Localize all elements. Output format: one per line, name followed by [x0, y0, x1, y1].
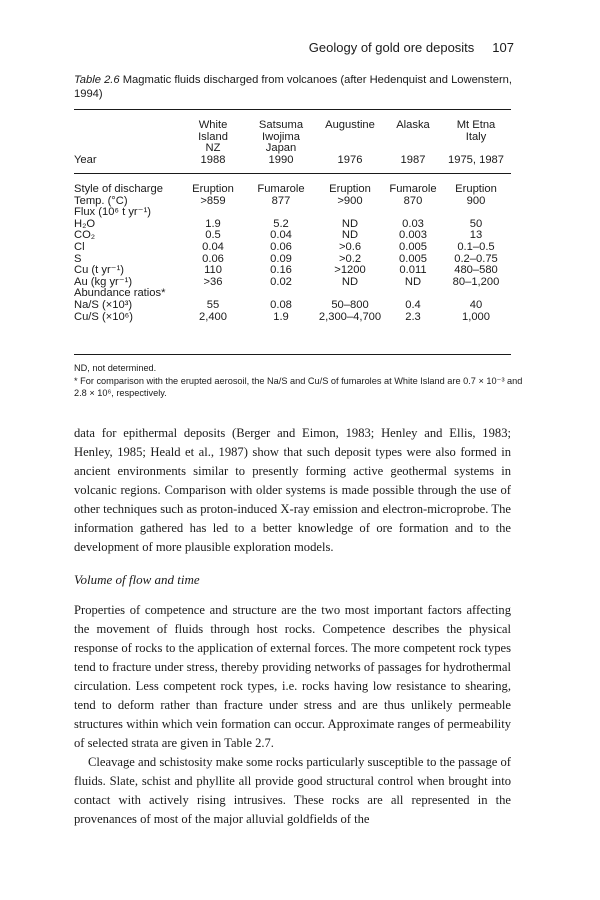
table-cell: Eruption — [192, 183, 234, 195]
table-cell: >36 — [203, 275, 223, 288]
table-row — [74, 312, 511, 324]
table-row — [74, 230, 511, 242]
col-header: Satsuma — [258, 119, 304, 131]
col-header: Japan — [265, 142, 297, 155]
col-year: 1988 — [200, 153, 226, 166]
table-cell: Eruption — [329, 183, 371, 195]
table-cell: 0.06 — [270, 240, 292, 253]
col-header: Island — [198, 130, 228, 143]
paragraph-3: Cleavage and schistosity make some rocks particularly susceptible to the passage of fluids. Slate, schist and phyllite all provide good structural control when brought into contact with actively rising intrusives. These rocks are all represented in the provenances of most of the major alluvial goldfields of the — [74, 755, 511, 826]
table-cell: ND — [404, 275, 422, 288]
table-cell: ND — [341, 217, 359, 230]
table-row — [74, 300, 511, 312]
table-cell: 0.02 — [270, 275, 292, 288]
row-label: S — [74, 252, 82, 265]
table-cell: 0.1–0.5 — [457, 240, 495, 253]
col-header: Iwojima — [262, 130, 300, 143]
table-label: Table 2.6 — [74, 74, 120, 86]
table-body — [74, 184, 511, 323]
row-label: Abundance ratios* — [74, 287, 166, 300]
col-year: 1975, 1987 — [448, 153, 504, 166]
table-cell: Eruption — [455, 183, 497, 195]
note-star: * For comparison with the erupted aerosoil, the Na/S and Cu/S of fumaroles at White Island are 0.7 × 10⁻³ and 2.8 × 10⁶, respectively. — [74, 375, 523, 398]
row-label: Flux (10⁶ t yr⁻¹) — [74, 206, 152, 219]
table-cell: >0.2 — [338, 252, 362, 265]
page-number: 107 — [492, 40, 514, 55]
col-header — [385, 132, 441, 144]
table-cell: 50 — [469, 217, 483, 230]
col-header: NZ — [205, 142, 221, 155]
table-cell: 1.9 — [205, 217, 221, 230]
paragraph-2: Properties of competence and structure are the two most important factors affecting the movement of fluids through host rocks. Competence describes the physical response of rocks to the application of external forces. The more competent rock types tend to fracture under stress, thereby providing networks of passages for hydrothermal circulation. Less competent rock types, i.e. rocks having low resistance to shearing, tend to deform rather than fracture under stress and are thus unlikely permeable structures within which vein formation can occur. Approximate ranges of permeability of selected strata are given in Table 2.7. — [74, 603, 511, 750]
table-cell: 50–800 — [331, 298, 369, 311]
table-cell: 0.09 — [270, 252, 292, 265]
table-cell: 0.06 — [202, 252, 224, 265]
table-bottom-rule — [74, 354, 511, 355]
table-title: Magmatic fluids discharged from volcanoes (after Hedenquist and Lowenstern, 1994) — [74, 74, 513, 100]
table-cell: Fumarole — [389, 183, 437, 195]
table-cell: 0.005 — [399, 240, 427, 253]
table-cell: 110 — [204, 264, 222, 277]
table-cell: 2,400 — [199, 310, 227, 323]
col-header: White — [198, 119, 228, 131]
year-label: Year — [74, 153, 97, 166]
table-cell: 2,300–4,700 — [318, 310, 382, 323]
table-cell: 2.3 — [405, 310, 421, 323]
paragraph-1: data for epithermal deposits (Berger and Eimon, 1983; Henley and Ellis, 1983; Henley, 1985; Heald et al., 1987) show that such deposit types were also formed in ancient environments similar to presently forming active geothermal systems in volcanic regions. Comparison with older systems is made possible through the use of other techniques such as proton-induced X-ray emission and electron-microprobe. The information gathered has led to a better knowledge of ore formation and to the development of more plausible exploration models. — [74, 426, 511, 554]
table-cell: >859 — [200, 194, 226, 207]
table-cell: 480–580 — [454, 264, 498, 277]
table-row — [74, 242, 511, 254]
table-cell: 0.04 — [202, 240, 224, 253]
col-header: Mt Etna — [456, 119, 496, 131]
table-cell: ND — [341, 275, 359, 288]
table-header-rule — [74, 173, 511, 174]
table-cell: 900 — [466, 194, 486, 207]
col-header — [315, 132, 385, 144]
row-label: CO₂ — [74, 229, 96, 242]
table-top-rule — [74, 109, 511, 110]
table-cell: 0.16 — [270, 264, 292, 277]
table-cell: 870 — [403, 194, 423, 207]
row-label: Cu (t yr⁻¹) — [74, 264, 125, 277]
running-head-title: Geology of gold ore deposits — [308, 40, 475, 55]
row-label: H₂O — [74, 217, 96, 230]
table-cell: 0.011 — [399, 264, 427, 277]
running-head — [309, 40, 514, 55]
body-text-bottom — [74, 601, 511, 829]
table-row — [74, 184, 511, 196]
col-header: Alaska — [396, 119, 430, 131]
table-cell: 80–1,200 — [452, 275, 500, 288]
table-cell: >0.6 — [338, 240, 362, 253]
note-nd: ND, not determined. — [74, 363, 157, 373]
table-cell: 0.4 — [405, 298, 421, 311]
table-cell: Fumarole — [257, 183, 305, 195]
table-row — [74, 254, 511, 266]
table-cell: 0.5 — [205, 229, 221, 242]
table-cell: 40 — [469, 298, 483, 311]
table-notes — [74, 362, 534, 400]
table-cell: 55 — [206, 298, 220, 311]
table-cell: 0.03 — [402, 217, 424, 230]
table-cell: >900 — [337, 194, 363, 207]
table-cell: 0.08 — [270, 298, 292, 311]
col-header: Italy — [465, 130, 487, 143]
row-label: Cu/S (×10⁶) — [74, 310, 134, 323]
table-cell: 1.9 — [273, 310, 289, 323]
table-cell: 0.04 — [270, 229, 292, 242]
col-year: 1987 — [400, 153, 426, 166]
row-label: Style of discharge — [74, 183, 163, 195]
table-cell: 877 — [271, 194, 291, 207]
table-cell: 5.2 — [273, 217, 289, 230]
row-label: Na/S (×10³) — [74, 298, 133, 311]
table-header — [74, 120, 511, 166]
table-cell: 1,000 — [462, 310, 490, 323]
table-cell: >1200 — [334, 264, 366, 277]
table-row — [74, 207, 511, 219]
table-row — [74, 288, 511, 300]
table-caption — [74, 73, 534, 101]
col-header: Augustine — [325, 119, 375, 131]
row-label: Au (kg yr⁻¹) — [74, 275, 133, 288]
section-heading: Volume of flow and time — [74, 572, 200, 587]
table-cell: 0.2–0.75 — [454, 252, 498, 265]
table-cell: 0.005 — [399, 252, 427, 265]
table-cell: 13 — [469, 229, 483, 242]
table-cell: 0.003 — [399, 229, 427, 242]
table-row — [74, 265, 511, 277]
row-label: Temp. (°C) — [74, 194, 128, 207]
table-row — [74, 219, 511, 231]
col-year: 1990 — [268, 153, 294, 166]
col-year: 1976 — [337, 153, 363, 166]
row-label: Cl — [74, 240, 85, 253]
body-text-top — [74, 424, 511, 557]
table-cell: ND — [341, 229, 359, 242]
